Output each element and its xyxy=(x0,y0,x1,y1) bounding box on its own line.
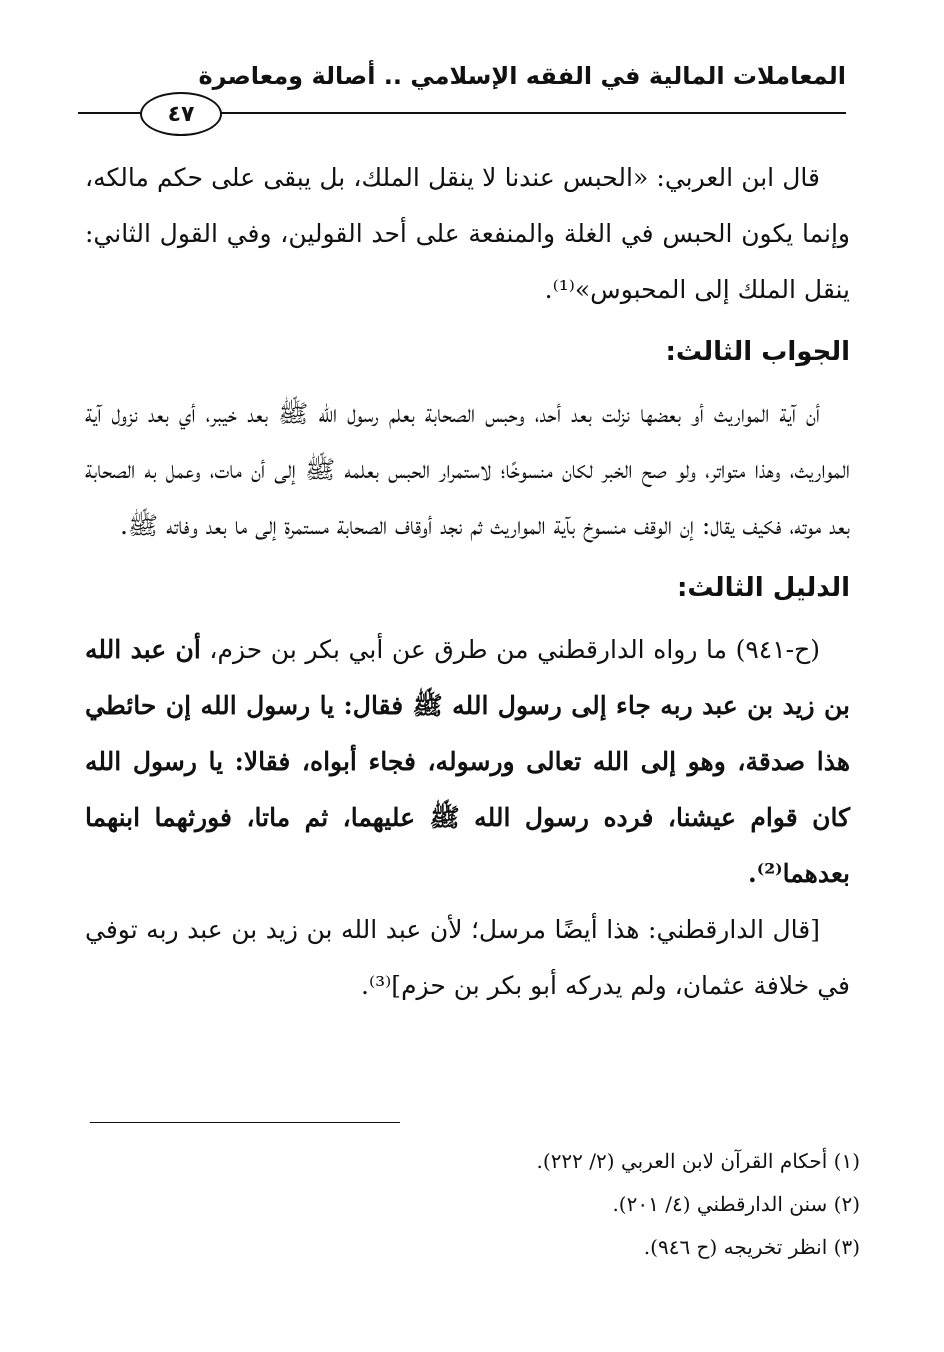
footnotes xyxy=(100,1140,860,1269)
footnote-2: (٢) سنن الدارقطني (٤/ ٢٠١). xyxy=(612,1192,860,1216)
paragraph-third-answer: أن آية المواريث أو بعضها نزلت بعد أحد، وحبس الصحابة بعلم رسول الله ﷺ بعد خيبر، أي بعد نزول آية المواريث، وهذا متواتر، ولو صح الخبر لكان منسوخًا؛ لاستمرار الحبس بعلمه ﷺ إلى أن مات، وعمل به الصحابة بعد موته، فكيف يقال: إن الوقف منسوخ بآية المواريث ثم نجد أوقاف الصحابة مستمرة إلى ما بعد وفاته ﷺ. xyxy=(85,399,850,540)
heading-third-answer: الجواب الثالث: xyxy=(665,337,850,367)
page-number-badge: ٤٧ xyxy=(140,92,222,136)
footnote-1: (١) أحكام القرآن لابن العربي (٢/ ٢٢٢). xyxy=(536,1149,860,1173)
hadith-source-intro: (ح-٩٤١) ما رواه الدارقطني من طرق عن أبي بكر بن حزم، xyxy=(200,635,820,664)
paragraph-daraqutni-comment: [قال الدارقطني: هذا أيضًا مرسل؛ لأن عبد الله بن زيد بن عبد ربه توفي في خلافة عثمان، ولم يدركه أبو بكر بن حزم]⁽³⁾. xyxy=(85,915,850,1000)
heading-third-evidence: الدليل الثالث: xyxy=(676,573,850,603)
footnote-separator xyxy=(90,1122,400,1123)
running-header-title: المعاملات المالية في الفقه الإسلامي .. أصالة ومعاصرة xyxy=(198,62,846,90)
paragraph-hadith-941 xyxy=(85,622,850,902)
main-text xyxy=(85,150,850,1014)
footnote-3: (٣) انظر تخريجه (ح ٩٤٦). xyxy=(643,1235,860,1259)
hadith-text: أن عبد الله بن زيد بن عبد ربه جاء إلى رسول الله ﷺ فقال: يا رسول الله إن حائطي هذا صدقة، وهو إلى الله تعالى ورسوله، فجاء أبواه، فقالا: يا رسول الله كان قوام عيشنا، فرده رسول الله ﷺ عليهما، ثم ماتا، فورثهما ابنهما بعدهما⁽²⁾. xyxy=(85,635,850,888)
paragraph-ibn-arabi-quote: قال ابن العربي: «الحبس عندنا لا ينقل الملك، بل يبقى على حكم مالكه، وإنما يكون الحبس في الغلة والمنفعة على أحد القولين، وفي القول الثاني: ينقل الملك إلى المحبوس»⁽¹⁾. xyxy=(85,163,850,304)
